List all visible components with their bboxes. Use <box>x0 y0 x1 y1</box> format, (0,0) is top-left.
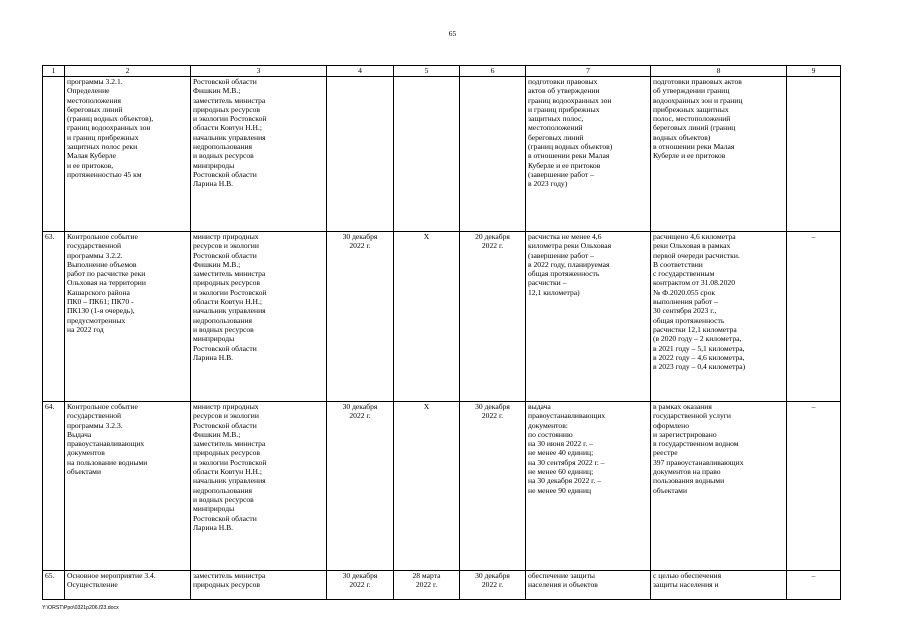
column-header: 6 <box>460 66 526 77</box>
table-header-row <box>43 66 841 77</box>
start-date-cell: Х <box>394 402 460 571</box>
actual-date-cell <box>460 77 526 232</box>
event-name-cell: Контрольное событие государственной программы 3.2.2. Выполнение объемов работ по расчистке реки Ольховая на территории Кашарского района ПК0 – ПК61; ПК70 - ПК130 (1-я очередь), предусмотренных на 2022 год <box>65 232 191 402</box>
actual-date-cell: 30 декабря 2022 г. <box>460 571 526 600</box>
responsible-cell: Ростовской области Фишкин М.В.; заместитель министра природных ресурсов и экологии Ростовской области Ковтун Н.Н.; начальник управления недропользования и водных ресурсов минприроды Ростовской области Ларина Н.В. <box>191 77 327 232</box>
actual-date-cell: 20 декабря 2022 г. <box>460 232 526 402</box>
planned-date-cell <box>327 77 394 232</box>
row-number: 65. <box>43 571 65 600</box>
responsible-cell: министр природных ресурсов и экологии Ростовской области Фишкин М.В.; заместитель министра природных ресурсов и экологии Ростовской области Ковтун Н.Н.; начальник управления недропользования и водных ресурсов минприроды Ростовской области Ларина Н.В. <box>191 232 327 402</box>
document-file-path: Y:\ORST\Ppo\0321p206.f23.docx <box>42 605 119 611</box>
column-header: 4 <box>327 66 394 77</box>
row-number <box>43 77 65 232</box>
start-date-cell: Х <box>394 232 460 402</box>
event-name-cell: программы 3.2.1. Определение местоположения береговых линий (границ водных объектов), границ водоохранных зон и границ прибрежных защитных полос реки Малая Куберле и ее притоков, протяженностью 45 км <box>65 77 191 232</box>
event-name-cell: Основное мероприятие 3.4. Осуществление <box>65 571 191 600</box>
table-row <box>43 77 841 232</box>
column-header: 5 <box>394 66 460 77</box>
column-header: 8 <box>651 66 787 77</box>
notes-cell <box>787 77 841 232</box>
row-number: 64. <box>43 402 65 571</box>
row-number: 63. <box>43 232 65 402</box>
event-name-cell: Контрольное событие государственной программы 3.2.3. Выдача правоустанавливающих документов на пользование водными объектами <box>65 402 191 571</box>
actual-result-cell: расчищено 4,6 километра реки Ольховая в рамках первой очереди расчистки. В соответствии с государственным контрактом от 31.08.2020 № Ф.2020.055 срок выполнения работ – 30 сентября 2023 г., общая протяженность расчистки 12,1 километра (в 2020 году – 2 километра, в 2021 году – 5,1 километра, в 2022 году – 4,6 километра, в 2023 году – 0,4 километра) <box>651 232 787 402</box>
actual-result-cell: с целью обеспечения защиты населения и <box>651 571 787 600</box>
actual-result-cell: в рамках оказания государственной услуги оформлено и зарегистрировано в государственном водном реестре 397 правоустанавливающих документов на право пользования водными объектами <box>651 402 787 571</box>
actual-date-cell: 30 декабря 2022 г. <box>460 402 526 571</box>
planned-result-cell: выдача правоустанавливающих документов: по состоянию на 30 июня 2022 г. – не менее 40 единиц; на 30 сентября 2022 г. – не менее 60 единиц; на 30 декабря 2022 г. – не менее 90 единиц <box>526 402 651 571</box>
column-header: 7 <box>526 66 651 77</box>
table-row <box>43 402 841 571</box>
page-number: 65 <box>448 29 457 38</box>
report-table <box>42 65 841 600</box>
start-date-cell <box>394 77 460 232</box>
column-header: 1 <box>43 66 65 77</box>
column-header: 3 <box>191 66 327 77</box>
planned-date-cell: 30 декабря 2022 г. <box>327 571 394 600</box>
planned-result-cell: обеспечение защиты населения и объектов <box>526 571 651 600</box>
planned-date-cell: 30 декабря 2022 г. <box>327 232 394 402</box>
planned-result-cell: расчистка не менее 4,6 километра реки Ольховая (завершение работ – в 2022 году, планируемая общая протяженность расчистки – 12,1 километра) <box>526 232 651 402</box>
actual-result-cell: подготовки правовых актов об утверждении границ водоохранных зон и границ прибрежных защитных полос, местоположений береговых линий (границ водных объектов) в отношении реки Малая Куберле и ее притоков <box>651 77 787 232</box>
planned-result-cell: подготовки правовых актов об утверждении границ водоохранных зон и границ прибрежных защитных полос, местоположений береговых линий (границ водных объектов) в отношении реки Малая Куберле и ее притоков (завершение работ – в 2023 году) <box>526 77 651 232</box>
start-date-cell: 28 марта 2022 г. <box>394 571 460 600</box>
column-header: 2 <box>65 66 191 77</box>
responsible-cell: министр природных ресурсов и экологии Ростовской области Фишкин М.В.; заместитель министра природных ресурсов и экологии Ростовской области Ковтун Н.Н.; начальник управления недропользования и водных ресурсов минприроды Ростовской области Ларина Н.В. <box>191 402 327 571</box>
table-row <box>43 571 841 600</box>
responsible-cell: заместитель министра природных ресурсов <box>191 571 327 600</box>
planned-date-cell: 30 декабря 2022 г. <box>327 402 394 571</box>
table-row <box>43 232 841 402</box>
notes-cell: – <box>787 402 841 571</box>
column-header: 9 <box>787 66 841 77</box>
notes-cell: – <box>787 571 841 600</box>
notes-cell: – <box>787 232 841 402</box>
